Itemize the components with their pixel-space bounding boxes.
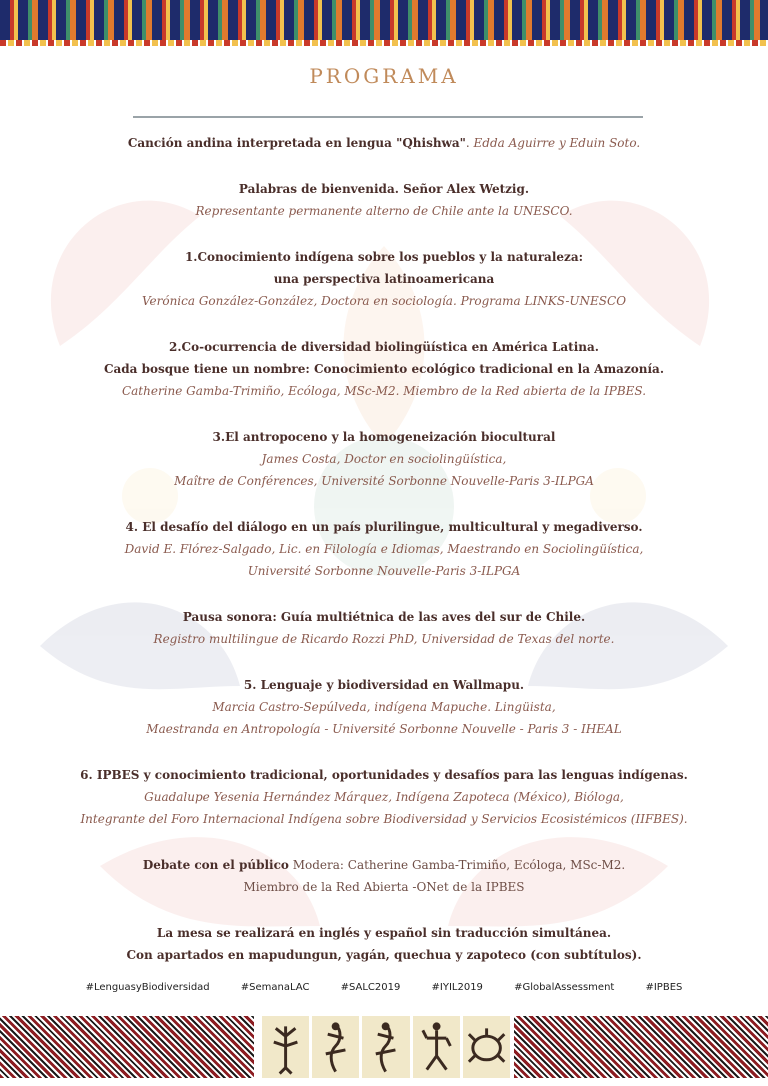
title-divider: [133, 116, 643, 118]
page-title: PROGRAMA: [309, 64, 459, 88]
program-line: [60, 358, 708, 380]
program-item: [60, 922, 708, 966]
program-item: [60, 674, 708, 740]
plain-text: Miembro de la Red Abierta -ONet de la IPBES: [243, 880, 525, 894]
hashtag: #IPBES: [645, 982, 683, 993]
speaker-text: James Costa, Doctor en sociolingüística,: [261, 452, 507, 466]
hashtag: #LenguasyBiodiversidad: [85, 982, 210, 993]
program-heading-text: Debate con el público: [142, 858, 289, 872]
program-line: [60, 674, 708, 696]
program-heading-text: 4. El desafío del diálogo en un país plurilingue, multicultural y megadiverso.: [125, 520, 643, 534]
speaker-text: Verónica González-González, Doctora en sociología. Programa LINKS-UNESCO: [141, 294, 627, 308]
petroglyph-panel: [312, 1016, 359, 1078]
petroglyph-panel: [413, 1016, 460, 1078]
program-item: [60, 606, 708, 650]
program-heading-text: Cada bosque tiene un nombre: Conocimiento ecológico tradicional en la Amazonía.: [103, 362, 665, 376]
program-heading-text: 5. Lenguaje y biodiversidad en Wallmapu.: [243, 678, 525, 692]
program-line: [60, 718, 708, 740]
speaker-text: Registro multilingue de Ricardo Rozzi PhD, Universidad de Texas del norte.: [153, 632, 615, 646]
speaker-text: Université Sorbonne Nouvelle-Paris 3-ILPGA: [247, 564, 521, 578]
program-line: [60, 132, 708, 154]
program-line: [60, 696, 708, 718]
program-heading-text: una perspectiva latinoamericana: [273, 272, 495, 286]
petroglyph-lizard-icon: [362, 1016, 409, 1078]
program-heading-text: La mesa se realizará en inglés y español sin traducción simultánea.: [156, 926, 612, 940]
program-heading-text: Pausa sonora: Guía multiétnica de las aves del sur de Chile.: [182, 610, 586, 624]
program-item: [60, 764, 708, 830]
program-line: [60, 178, 708, 200]
speaker-text: Edda Aguirre y Eduin Soto.: [473, 136, 641, 150]
program-line: [60, 944, 708, 966]
speaker-text: David E. Flórez-Salgado, Lic. en Filología e Idiomas, Maestrando en Sociolingüística,: [124, 542, 644, 556]
program-line: [60, 628, 708, 650]
program-heading-text: Con apartados en mapudungun, yagán, quechua y zapoteco (con subtítulos).: [126, 948, 642, 962]
program-line: [60, 516, 708, 538]
program-line: [60, 786, 708, 808]
program-item: [60, 336, 708, 402]
program-line: [60, 876, 708, 898]
petroglyph-panels: [262, 1016, 510, 1078]
program-item: [60, 516, 708, 582]
program-line: [60, 538, 708, 560]
petroglyph-figure-icon: [413, 1016, 460, 1078]
program-line: [60, 764, 708, 786]
program-line: [60, 380, 708, 402]
program-line: [60, 268, 708, 290]
program-heading-text: 2.Co-ocurrencia de diversidad biolingüística en América Latina.: [169, 340, 599, 354]
top-textile-border: [0, 0, 768, 46]
bottom-decorative-band: [0, 1016, 768, 1078]
program-line: [60, 246, 708, 268]
petroglyph-lizard-icon: [312, 1016, 359, 1078]
program-line: [60, 560, 708, 582]
program-line: [60, 290, 708, 312]
program-item: [60, 426, 708, 492]
speaker-text: Maître de Conférences, Université Sorbonne Nouvelle-Paris 3-ILPGA: [174, 474, 594, 488]
program-line: [60, 336, 708, 358]
program-heading-text: 3.El antropoceno y la homogeneización biocultural: [212, 430, 556, 444]
petroglyph-turtle-icon: [463, 1016, 510, 1078]
program-heading-text: Canción andina interpretada en lengua "Qhishwa": [127, 136, 466, 150]
program-line: [60, 808, 708, 830]
speaker-text: Maestranda en Antropología - Université Sorbonne Nouvelle - Paris 3 - IHEAL: [146, 722, 622, 736]
hashtag: #SemanaLAC: [240, 982, 310, 993]
program-line: [60, 922, 708, 944]
program-heading-text: Palabras de bienvenida. Señor Alex Wetzig.: [238, 182, 530, 196]
petroglyph-tree-icon: [262, 1016, 309, 1078]
program-heading-text: 6. IPBES y conocimiento tradicional, oportunidades y desafíos para las lenguas indígenas.: [80, 768, 688, 782]
speaker-text: Representante permanente alterno de Chile ante la UNESCO.: [195, 204, 573, 218]
program-line: [60, 426, 708, 448]
petroglyph-panel: [463, 1016, 510, 1078]
hashtag: #SALC2019: [340, 982, 401, 993]
program-item: [60, 246, 708, 312]
program-line: [60, 200, 708, 222]
program-item: [60, 178, 708, 222]
program-line: [60, 606, 708, 628]
program-heading-text: 1.Conocimiento indígena sobre los pueblos y la naturaleza:: [184, 250, 584, 264]
hashtag: #GlobalAssessment: [514, 982, 615, 993]
speaker-text: Marcia Castro-Sepúlveda, indígena Mapuche. Lingüista,: [212, 700, 556, 714]
program-list: [60, 132, 708, 990]
textile-pattern-left: [0, 1016, 254, 1078]
speaker-text: Catherine Gamba-Trimiño, Ecóloga, MSc-M2. Miembro de la Red abierta de la IPBES.: [121, 384, 647, 398]
program-line: [60, 448, 708, 470]
plain-text: .: [465, 136, 474, 150]
textile-pattern-right: [514, 1016, 768, 1078]
program-line: [60, 470, 708, 492]
program-line: [60, 854, 708, 876]
program-item: [60, 854, 708, 898]
speaker-text: Guadalupe Yesenia Hernández Márquez, Indígena Zapoteca (México), Bióloga,: [144, 790, 624, 804]
petroglyph-panel: [362, 1016, 409, 1078]
petroglyph-panel: [262, 1016, 309, 1078]
program-item: [60, 132, 708, 154]
hashtag-row: [0, 982, 768, 993]
speaker-text: Integrante del Foro Internacional Indígena sobre Biodiversidad y Servicios Ecosistémicos (IIFBES).: [80, 812, 688, 826]
plain-text: Modera: Catherine Gamba-Trimiño, Ecóloga, MSc-M2.: [288, 858, 626, 872]
hashtag: #IYIL2019: [431, 982, 483, 993]
